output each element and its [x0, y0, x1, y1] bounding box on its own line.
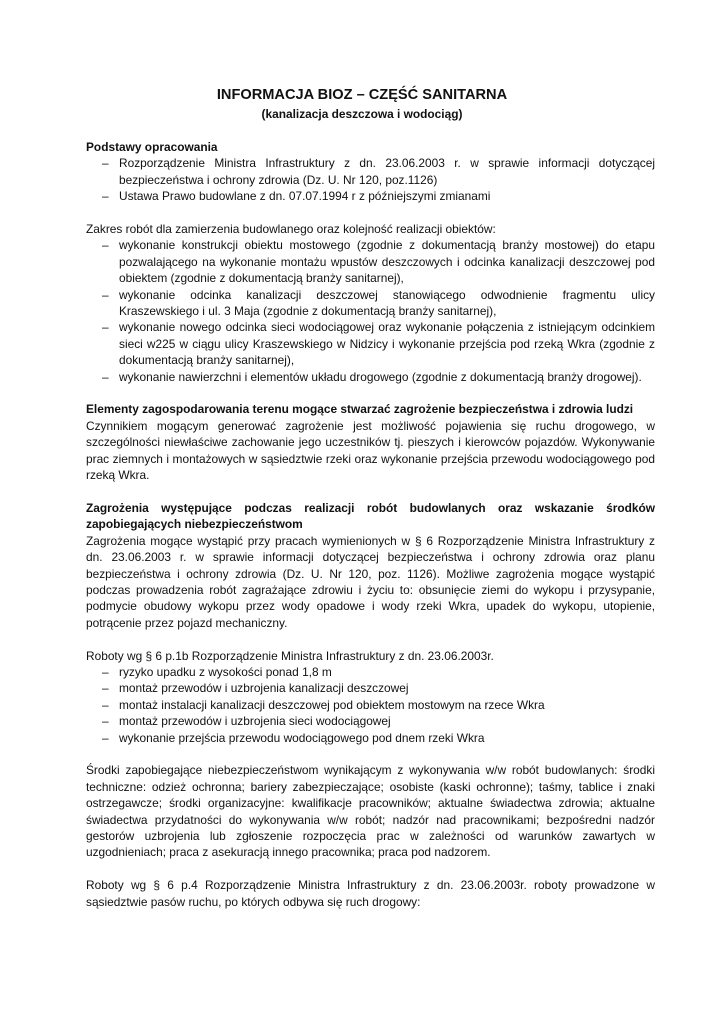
section-heading-basis: Podstawy opracowania	[86, 140, 218, 154]
list-item: – montaż instalacji kanalizacji deszczowej pod obiektem mostowym na rzece Wkra	[86, 697, 655, 713]
list-item: – ryzyko upadku z wysokości ponad 1,8 m	[86, 664, 655, 680]
works-p4-text: Roboty wg § 6 p.4 Rozporządzenie Ministra Infrastruktury z dn. 23.06.2003r. roboty prowadzone w sąsiedztwie pasów ruchu, po których odbywa się ruch drogowy:	[86, 878, 655, 909]
threats-text: Zagrożenia mogące wystąpić przy pracach wymienionych w § 6 Rozporządzenie Ministra Infrastruktury z dn. 23.06.2003 r. w sprawie informacji dotyczącej bezpieczeństwa i ochrony zdrowia oraz planu bezpieczeństwa i ochrony zdrowia (Dz. U. Nr 120, poz. 1126). Możliwe zagrożenia mogące wystąpić podczas prowadzenia robót zagrażające zdrowiu i życiu to: obsunięcie ziemi do wykopu i przysypanie, podmycie obudowy wykopu przez wody opadowe i wody rzeki Wkra, upadek do wykopu, utopienie, potrącenie przez pojazd mechaniczny.	[86, 533, 655, 630]
list-item: – wykonanie odcinka kanalizacji deszczowej stanowiącego odwodnienie fragmentu ulicy Kraszewskiego i ul. 3 Maja (zgodnie z dokumentacją branży sanitarnej),	[86, 287, 655, 320]
section-heading-threats: Zagrożenia występujące podczas realizacji robót budowlanych oraz wskazanie środków zapobiegających niebezpieczeństwom	[86, 500, 655, 532]
preventive-measures-text: Środki zapobiegające niebezpieczeństwom wynikającym z wykonywania w/w robót budowlanych: środki techniczne: odzież ochronna; bariery zabezpieczające; osobiste (kaski ochronne); taśmy, tablice i znaki ostrzegawcze; środki organizacyjne: kwalifikacje pracowników; aktualne świadectwa zdrowia; aktualne świadectwa przydatności do wykonywania w/w robót; nadzór nad pracownikami; bezpośredni nadzór gestorów uzbrojenia lub zgłoszenie rozpoczęcia prac w zależności od warunków zawartych w uzgodnieniach; praca z asekuracją innego pracownika; praca pod nadzorem.	[86, 763, 655, 860]
list-item: – wykonanie nawierzchni i elementów układu drogowego (zgodnie z dokumentacją branży drogowej).	[86, 369, 655, 385]
list-item: – wykonanie konstrukcji obiektu mostowego (zgodnie z dokumentacją branży mostowej) do etapu pozwalającego na wykonanie montażu wpustów deszczowych i odcinka kanalizacji deszczowej pod obiektem (zgodnie z dokumentacją branży sanitarnej),	[86, 237, 655, 286]
scope-intro: Zakres robót dla zamierzenia budowlanego oraz kolejność realizacji obiektów:	[86, 222, 496, 237]
document-title: INFORMACJA BIOZ – CZĘŚĆ SANITARNA	[216, 87, 508, 103]
works-1b-list	[86, 664, 655, 746]
hazards-site-text: Czynnikiem mogącym generować zagrożenie jest możliwość pojawienia się ruchu drogowego, w szczególności niewłaściwe zachowanie jego uczestników tj. pieszych i kierowców pojazdów. Wykonywanie prac ziemnych i montażowych w sąsiedztwie rzeki oraz wykonanie przejścia przewodu wodociągowego pod rzeką Wkra.	[86, 418, 655, 483]
works-1b-intro: Roboty wg § 6 p.1b Rozporządzenie Ministra Infrastruktury z dn. 23.06.2003r.	[86, 648, 494, 663]
list-item: – montaż przewodów i uzbrojenia kanalizacji deszczowej	[86, 680, 655, 696]
list-item: – Ustawa Prawo budowlane z dn. 07.07.1994 r z późniejszymi zmianami	[86, 188, 655, 204]
list-item: – montaż przewodów i uzbrojenia sieci wodociągowej	[86, 713, 655, 729]
basis-list	[86, 155, 655, 204]
document-body	[86, 139, 655, 910]
scope-list	[86, 237, 655, 385]
list-item: – wykonanie przejścia przewodu wodociągowego pod dnem rzeki Wkra	[86, 730, 655, 746]
document-subtitle: (kanalizacja deszczowa i wodociąg)	[261, 107, 463, 121]
list-item: – wykonanie nowego odcinka sieci wodociągowej oraz wykonanie połączenia z istniejącym odcinkiem sieci w225 w ciągu ulicy Kraszewskiego w Nidzicy i wykonanie przejścia pod rzeką Wkra (zgodnie z dokumentacją branży sanitarnej),	[86, 319, 655, 368]
section-heading-hazards-site: Elementy zagospodarowania terenu mogące stwarzać zagrożenie bezpieczeństwa i zdrowia ludzi	[86, 402, 634, 417]
list-item: – Rozporządzenie Ministra Infrastruktury z dn. 23.06.2003 r. w sprawie informacji dotyczącej bezpieczeństwa i ochrony zdrowia (Dz. U. Nr 120, poz.1126)	[86, 155, 655, 188]
